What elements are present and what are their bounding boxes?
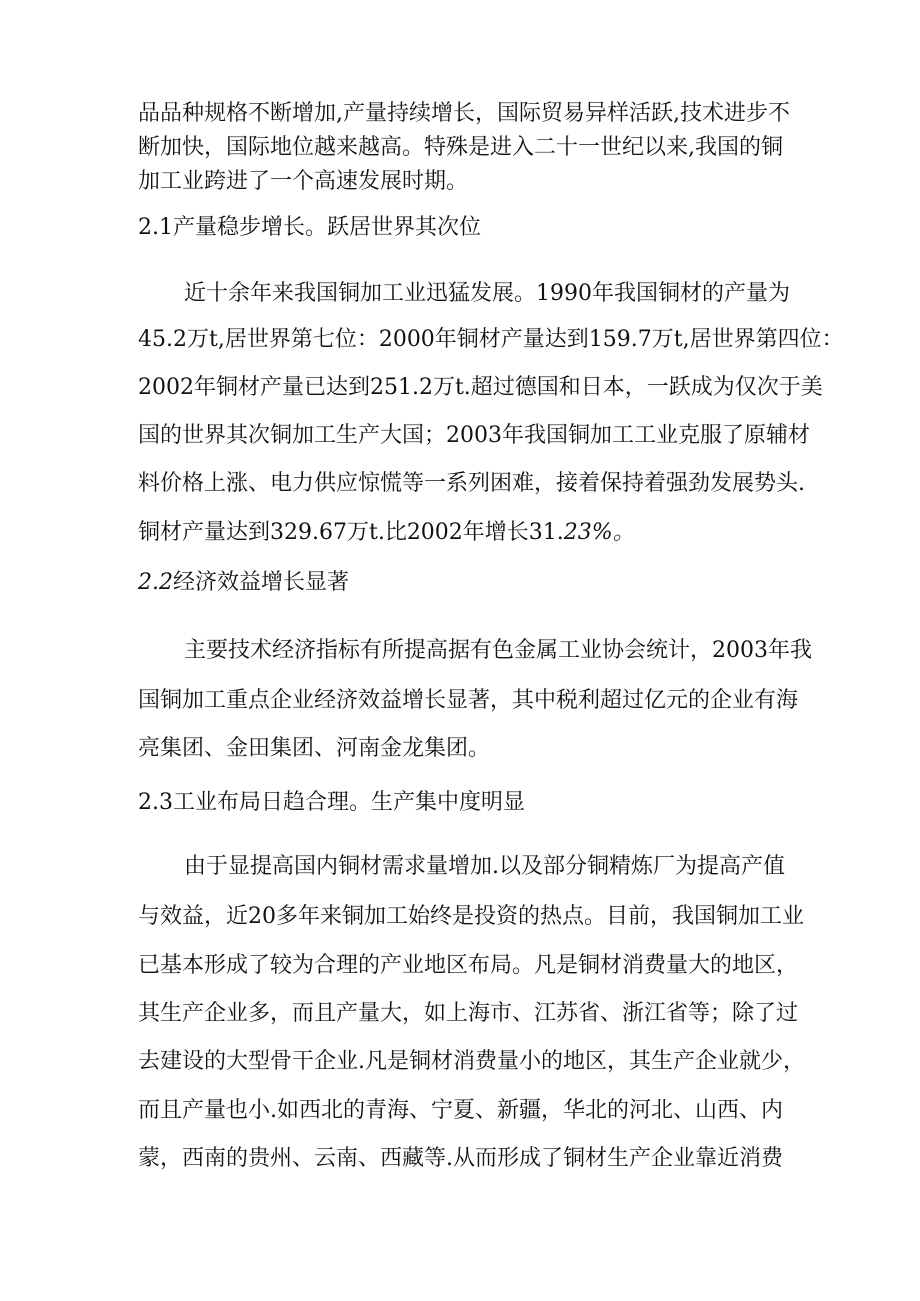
paragraph-line: 近十余年来我国铜加工业迅猛发展。1990年我国铜材的产量为 xyxy=(184,281,790,306)
paragraph-line: 品品种规格不断增加,产量持续增长，国际贸易异样活跃,技术进步不 xyxy=(138,101,790,126)
paragraph-line: 45.2万t,居世界第七位：2000年铜材产量达到159.7万t,居世界第四位： xyxy=(138,327,844,352)
paragraph-line: 2002年铜材产量已达到251.2万t.超过德国和日本，一跃成为仅次于美 xyxy=(138,375,823,400)
paragraph-line: 加工业跨进了一个高速发展时期。 xyxy=(138,169,469,194)
section-title: 经济效益增长显著 xyxy=(173,570,350,595)
section-heading-2-1: 2.1产量稳步增长。跃居世界其次位 xyxy=(138,215,481,240)
paragraph-line: 蒙，西南的贵州、云南、西藏等.从而形成了铜材生产企业靠近消费 xyxy=(138,1146,783,1171)
paragraph-line: 其生产企业多，而且产量大，如上海市、江苏省、浙江省等；除了过 xyxy=(138,1001,799,1026)
paragraph-text-italic: 23%。 xyxy=(563,520,635,545)
paragraph-line: 而且产量也小.如西北的青海、宁夏、新疆，华北的河北、山西、内 xyxy=(138,1098,783,1123)
paragraph-line xyxy=(138,518,635,548)
paragraph-line: 主要技术经济指标有所提高据有色金属工业协会统计，2003年我 xyxy=(184,638,812,663)
paragraph-line: 与效益，近20多年来铜加工始终是投资的热点。目前，我国铜加工业 xyxy=(138,904,804,929)
section-number: 2.2 xyxy=(138,570,173,595)
paragraph-line: 料价格上涨、电力供应惊慌等一系列困难，接着保持着强劲发展势头. xyxy=(138,471,805,496)
paragraph-text: 铜材产量达到329.67万t.比2002年增长31. xyxy=(138,520,564,545)
paragraph-line: 国的世界其次铜加工生产大国；2003年我国铜加工工业克服了原辅材 xyxy=(138,423,810,448)
paragraph-line: 去建设的大型骨干企业.凡是铜材消费量小的地区，其生产企业就少， xyxy=(138,1049,805,1074)
paragraph-line: 亮集团、金田集团、河南金龙集团。 xyxy=(138,736,491,761)
paragraph-line: 由于显提高国内铜材需求量增加.以及部分铜精炼厂为提高产值 xyxy=(184,854,785,879)
section-heading-2-2 xyxy=(138,568,349,598)
paragraph-line: 断加快，国际地位越来越高。特殊是进入二十一世纪以来,我国的铜 xyxy=(138,135,783,160)
paragraph-line: 国铜加工重点企业经济效益增长显著，其中税利超过亿元的企业有海 xyxy=(138,688,799,713)
paragraph-line: 已基本形成了较为合理的产业地区布局。凡是铜材消费量大的地区， xyxy=(138,953,799,978)
section-heading-2-3: 2.3工业布局日趋合理。生产集中度明显 xyxy=(138,790,525,815)
